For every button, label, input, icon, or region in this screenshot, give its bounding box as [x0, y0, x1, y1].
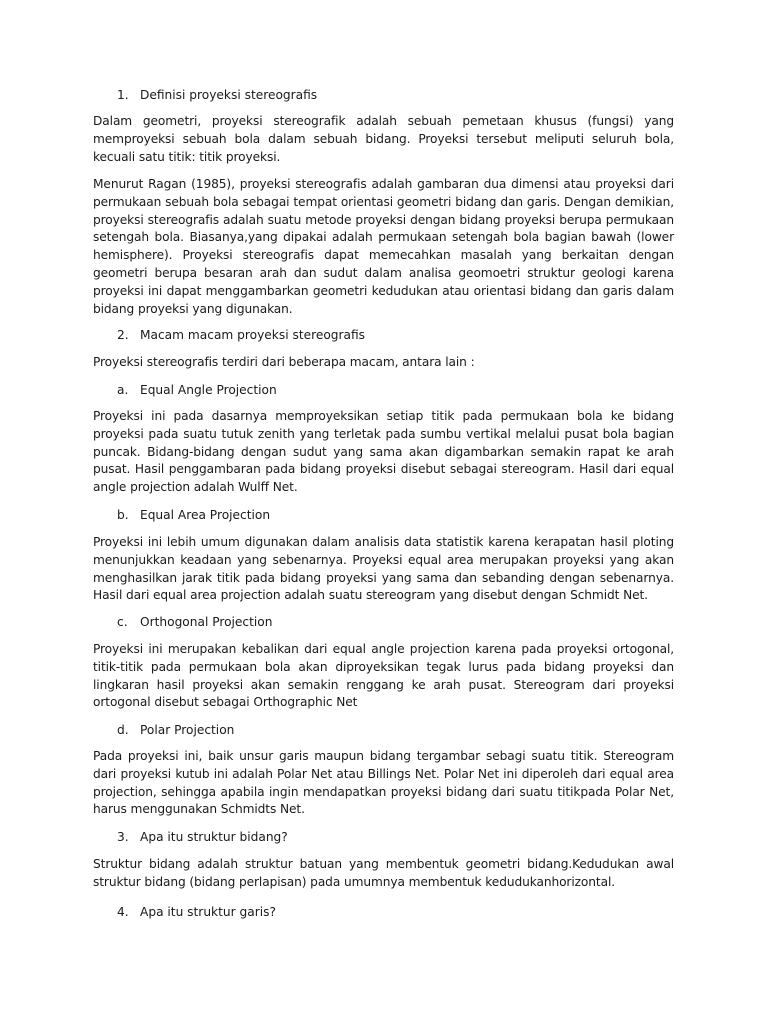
list-marker: d. — [117, 723, 129, 737]
list-marker: b. — [117, 508, 129, 522]
paragraph-orthogonal: Proyeksi ini merupakan kebalikan dari equal angle projection karena pada proyeksi ortogonal, titik-titik pada permukaan bola akan diproyeksikan tegak lurus pada bidang proyeksi dan lingkaran hasil proyeksi akan semakin renggang ke arah pusat. Stereogram dari proyeksi ortogonal disebut sebagai Orthographic Net — [93, 642, 674, 710]
heading-text: Apa itu struktur garis? — [140, 905, 276, 919]
heading-text: Equal Area Projection — [140, 508, 271, 522]
heading-text: Definisi proyeksi stereografis — [140, 88, 318, 102]
paragraph-ragan: Menurut Ragan (1985), proyeksi stereografis adalah gambaran dua dimensi atau proyeksi dari permukaan sebuah bola sebagai tempat orientasi geometri bidang dan garis. Dengan demikian, proyeksi stereografis adalah suatu metode proyeksi dengan bidang proyeksi berupa permukaan setengah bola. Biasanya,yang dipakai adalah permukaan setengah bola bagian bawah (lower hemisphere). Proyeksi stereografis dapat memecahkan masalah yang berkaitan dengan geometri berupa besaran arah dan sudut dalam analisa geomoetri struktur geologi karena proyeksi ini dapat menggambarkan geometri kedudukan atau orientasi bidang dan garis dalam bidang proyeksi yang digunakan. — [93, 177, 674, 316]
paragraph-intro-types: Proyeksi stereografis terdiri dari beberapa macam, antara lain : — [93, 355, 475, 369]
heading-text: Equal Angle Projection — [140, 383, 277, 397]
list-marker: 2. — [117, 328, 129, 342]
list-marker: c. — [117, 615, 128, 629]
paragraph-equal-area: Proyeksi ini lebih umum digunakan dalam analisis data statistik karena kerapatan hasil ploting menunjukkan keadaan yang sebenarnya. Proyeksi equal area merupakan proyeksi yang akan menghasilkan jarak titik pada bidang proyeksi yang sama dan sebanding dengan sebenarnya. Hasil dari equal area projection adalah suatu stereogram yang disebut dengan Schmidt Net. — [93, 535, 674, 603]
paragraph-struktur-bidang: Struktur bidang adalah struktur batuan yang membentuk geometri bidang.Kedudukan awal struktur bidang (bidang perlapisan) pada umumnya membentuk kedudukanhorizontal. — [93, 857, 674, 889]
heading-text: Macam macam proyeksi stereografis — [140, 328, 366, 342]
paragraph-equal-angle: Proyeksi ini pada dasarnya memproyeksikan setiap titik pada permukaan bola ke bidang proyeksi pada suatu tutuk zenith yang terletak pada sumbu vertikal melalui pusat bola bagian puncak. Bidang-bidang dengan sudut yang sama akan digambarkan semakin rapat ke arah pusat. Hasil penggambaran pada bidang proyeksi disebut sebagai stereogram. Hasil dari equal angle projection adalah Wulff Net. — [93, 409, 674, 495]
list-marker: 3. — [117, 830, 129, 844]
paragraph-polar: Pada proyeksi ini, baik unsur garis maupun bidang tergambar sebagi suatu titik. Stereogram dari proyeksi kutub ini adalah Polar Net atau Billings Net. Polar Net ini diperoleh dari equal area projection, sehingga apabila ingin mendapatkan proyeksi bidang dari suatu titikpada Polar Net, harus menggunakan Schmidts Net. — [93, 749, 674, 817]
paragraph-definition: Dalam geometri, proyeksi stereografik adalah sebuah pemetaan khusus (fungsi) yang memproyeksi sebuah bola dalam sebuah bidang. Proyeksi tersebut meliputi seluruh bola, kecuali satu titik: titik proyeksi. — [93, 114, 674, 164]
list-marker: 1. — [117, 88, 129, 102]
list-marker: 4. — [117, 905, 129, 919]
list-marker: a. — [117, 383, 129, 397]
heading-text: Apa itu struktur bidang? — [140, 830, 288, 844]
heading-text: Polar Projection — [140, 723, 235, 737]
heading-text: Orthogonal Projection — [140, 615, 273, 629]
